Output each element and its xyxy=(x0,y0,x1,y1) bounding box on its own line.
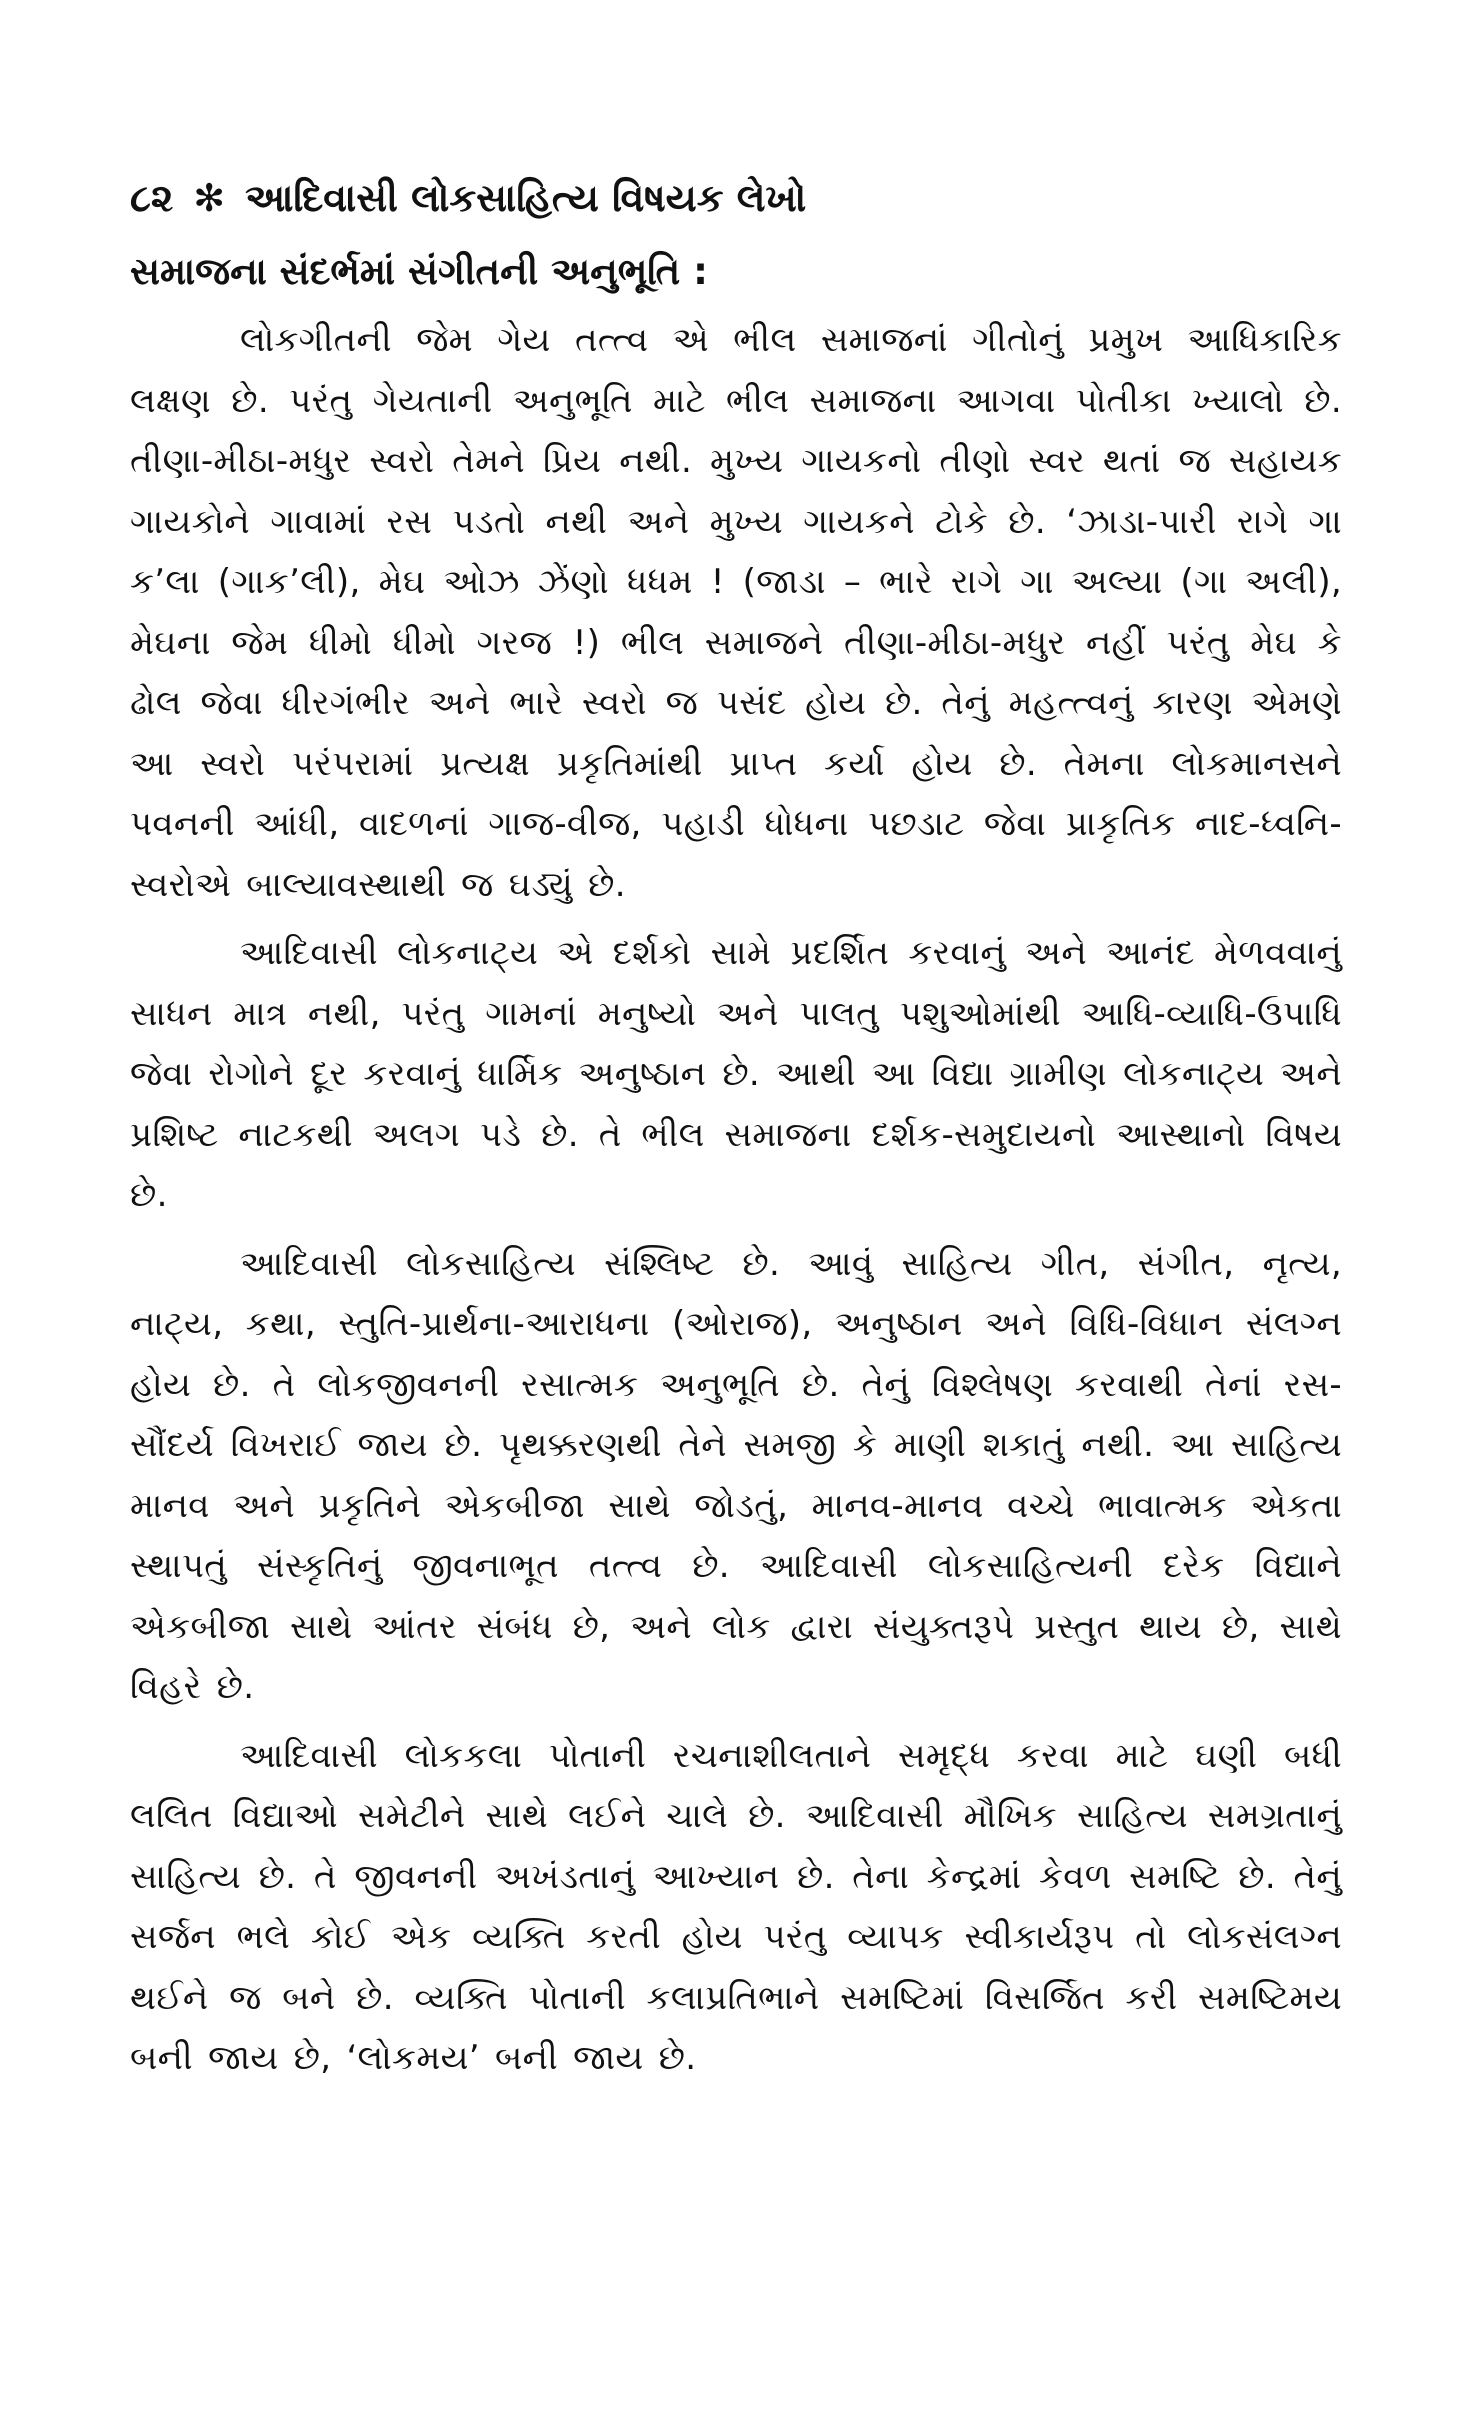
paragraph-1: લોકગીતની જેમ ગેય તત્ત્વ એ ભીલ સમાજનાં ગીતોનું પ્રમુખ આધિકારિક લક્ષણ છે. પરંતુ ગેયતાની અનુભૂતિ માટે ભીલ સમાજના આગવા પોતીકા ખ્યાલો છે. તીણા-મીઠા-મધુર સ્વરો તેમને પ્રિય નથી. મુખ્ય ગાયકનો તીણો સ્વર થતાં જ સહાયક ગાયકોને ગાવામાં રસ પડતો નથી અને મુખ્ય ગાયકને ટોકે છે. ‘ઝાડા-પારી રાગે ગા ક’લા (ગાક’લી), મેઘ ઓઝ ઝેંણો ધધમ ! (જાડા – ભારે રાગે ગા અલ્યા (ગા અલી), મેઘના જેમ ધીમો ધીમો ગરજ !) ભીલ સમાજને તીણા-મીઠા-મધુર નહીં પરંતુ મેઘ કે ઢોલ જેવા ધીરગંભીર અને ભારે સ્વરો જ પસંદ હોય છે. તેનું મહત્ત્વનું કારણ એમણે આ સ્વરો પરંપરામાં પ્રત્યક્ષ પ્રકૃતિમાંથી પ્રાપ્ત કર્યા હોય છે. તેમના લોકમાનસને પવનની આંધી, વાદળનાં ગાજ-વીજ, પહાડી ધોધના પછડાટ જેવા પ્રાકૃતિક નાદ-ધ્વનિ-સ્વરોએ બાલ્યાવસ્થાથી જ ઘડ્યું છે. xyxy=(130,320,1342,905)
section-heading: સમાજના સંદર્ભમાં સંગીતની અનુભૂતિ : xyxy=(130,250,708,293)
book-title: આદિવાસી લોકસાહિત્ય વિષયક લેખો xyxy=(245,176,807,220)
asterisk-separator-icon: ✻ xyxy=(193,176,226,220)
paragraph-3: આદિવાસી લોકસાહિત્ય સંશ્લિષ્ટ છે. આવું સાહિત્ય ગીત, સંગીત, નૃત્ય, નાટ્ય, કથા, સ્તુતિ-પ્રાર્થના-આરાધના (ઓરાજ), અનુષ્ઠાન અને વિધિ-વિધાન સંલગ્ન હોય છે. તે લોકજીવનની રસાત્મક અનુભૂતિ છે. તેનું વિશ્લેષણ કરવાથી તેનાં રસ-સૌંદર્ય વિખરાઈ જાય છે. પૃથક્કરણથી તેને સમજી કે માણી શકાતું નથી. આ સાહિત્ય માનવ અને પ્રકૃતિને એકબીજા સાથે જોડતું, માનવ-માનવ વચ્ચે ભાવાત્મક એકતા સ્થાપતું સંસ્કૃતિનું જીવનાભૂત તત્ત્વ છે. આદિવાસી લોકસાહિત્યની દરેક વિદ્યાને એકબીજા સાથે આંતર સંબંધ છે, અને લોક દ્વારા સંયુક્તરૂપે પ્રસ્તુત થાય છે, સાથે વિહરે છે. xyxy=(130,1243,1342,1707)
paragraph-2: આદિવાસી લોકનાટ્ય એ દર્શકો સામે પ્રદર્શિત કરવાનું અને આનંદ મેળવવાનું સાધન માત્ર નથી, પરંતુ ગામનાં મનુષ્યો અને પાલતુ પશુઓમાંથી આધિ-વ્યાધિ-ઉપાધિ જેવા રોગોને દૂર કરવાનું ધાર્મિક અનુષ્ઠાન છે. આથી આ વિદ્યા ગ્રામીણ લોકનાટ્ય અને પ્રશિષ્ટ નાટકથી અલગ પડે છે. તે ભીલ સમાજના દર્શક-સમુદાયનો આસ્થાનો વિષય છે. xyxy=(130,933,1342,1215)
page-number: ૮૨ xyxy=(130,176,174,220)
book-page xyxy=(130,170,1342,2097)
running-header xyxy=(130,170,1342,226)
paragraph-4: આદિવાસી લોકકલા પોતાની રચનાશીલતાને સમૃદ્ધ કરવા માટે ઘણી બધી લલિત વિદ્યાઓ સમેટીને સાથે લઈને ચાલે છે. આદિવાસી મૌખિક સાહિત્ય સમગ્રતાનું સાહિત્ય છે. તે જીવનની અખંડતાનું આખ્યાન છે. તેના કેન્દ્રમાં કેવળ સમષ્ટિ છે. તેનું સર્જન ભલે કોઈ એક વ્યક્તિ કરતી હોય પરંતુ વ્યાપક સ્વીકાર્યરૂપ તો લોકસંલગ્ન થઈને જ બને છે. વ્યક્તિ પોતાની કલાપ્રતિભાને સમષ્ટિમાં વિસર્જિત કરી સમષ્ટિમય બની જાય છે, ‘લોકમય’ બની જાય છે. xyxy=(130,1735,1342,2078)
